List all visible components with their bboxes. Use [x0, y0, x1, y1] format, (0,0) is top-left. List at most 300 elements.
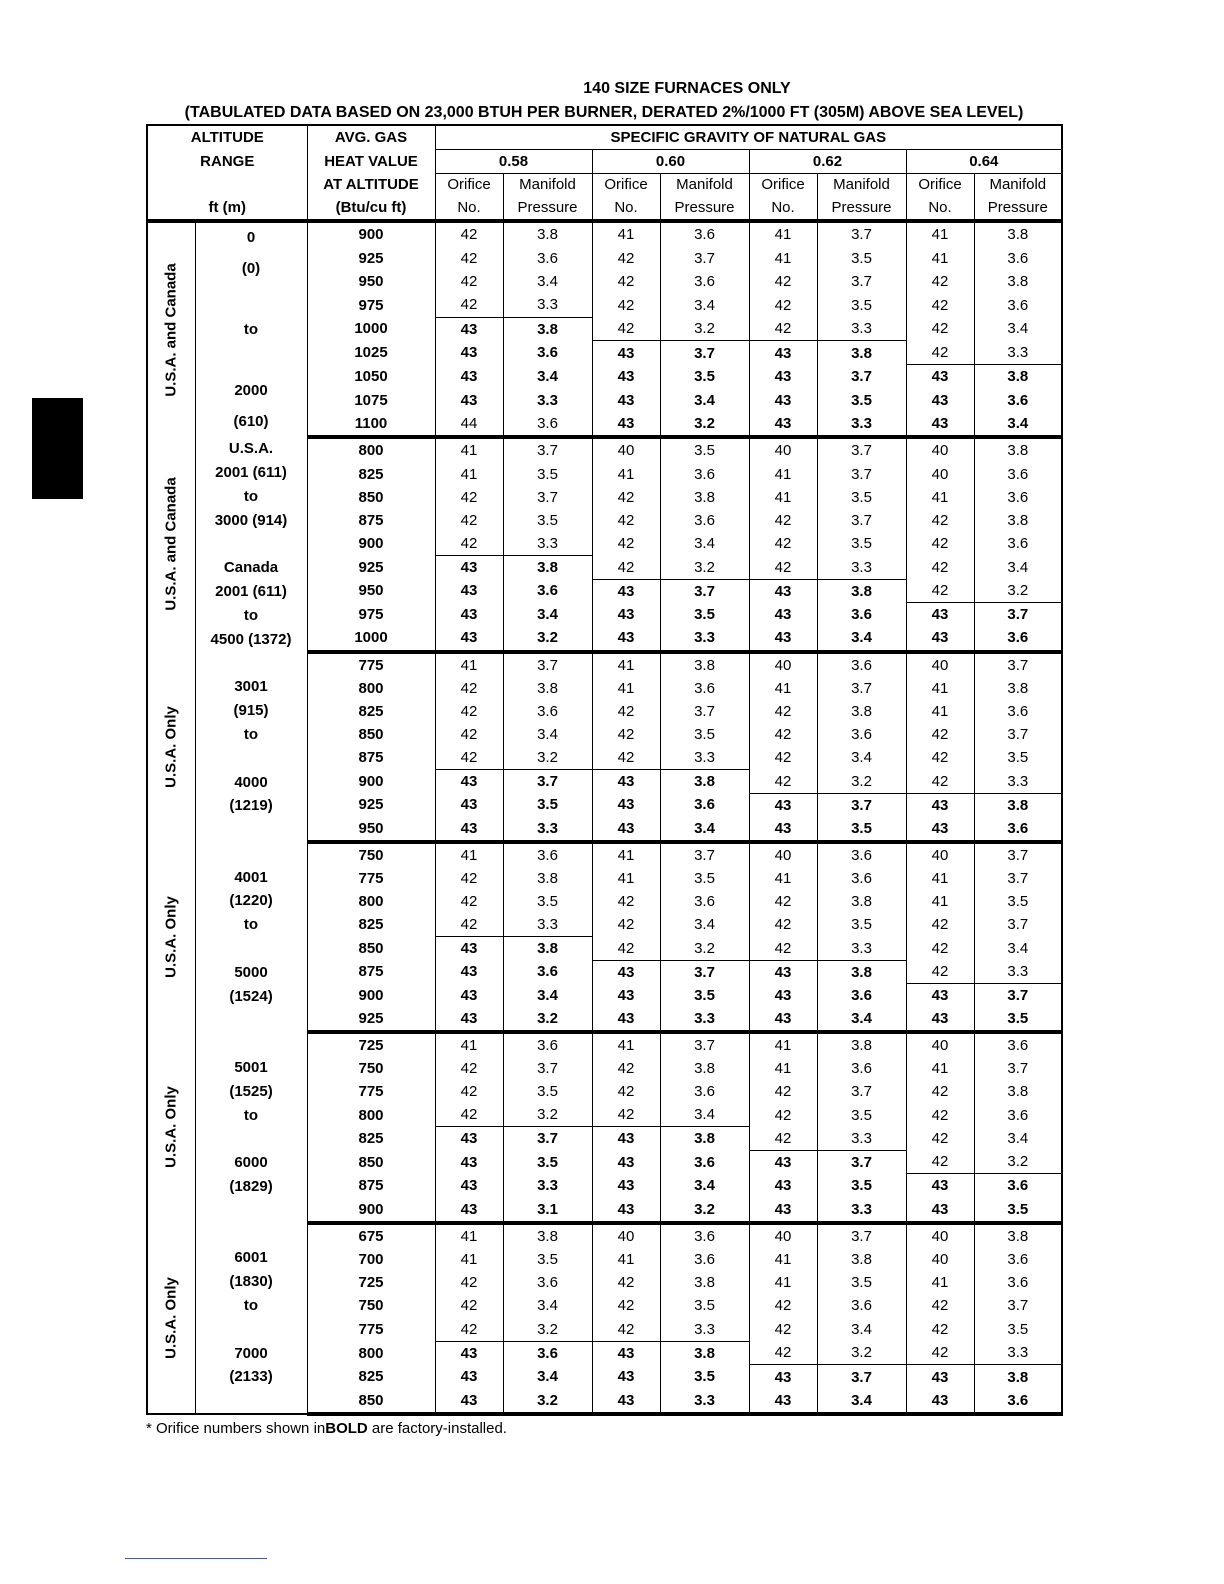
manifold-cell: 3.8: [503, 937, 592, 961]
manifold-cell: 3.6: [974, 486, 1062, 509]
region-label-text: U.S.A. and Canada: [162, 477, 180, 612]
manifold-cell: 3.7: [503, 486, 592, 509]
heat-value-cell: 875: [307, 960, 435, 984]
orifice-cell: 43: [906, 1389, 974, 1414]
manifold-cell: 3.3: [503, 913, 592, 937]
footnote-suffix: are factory-installed.: [367, 1420, 507, 1437]
orifice-cell: 43: [435, 1127, 503, 1151]
orifice-cell: 42: [749, 890, 817, 913]
orifice-cell: 40: [749, 1223, 817, 1248]
orifice-cell: 42: [906, 1150, 974, 1174]
orifice-cell: 42: [906, 937, 974, 961]
altitude-range-line: 3001: [234, 678, 268, 696]
orifice-cell: 43: [749, 817, 817, 842]
orifice-cell: 43: [435, 770, 503, 794]
altitude-range-line: 4000: [234, 773, 268, 791]
manifold-cell: 3.4: [974, 937, 1062, 961]
table-title: 140 SIZE FURNACES ONLY: [583, 80, 791, 97]
manifold-cell: 3.4: [503, 984, 592, 1008]
orifice-cell: 43: [435, 1198, 503, 1223]
orifice-cell: 42: [906, 1127, 974, 1151]
manifold-cell: 3.5: [817, 486, 906, 509]
manifold-cell: 3.5: [660, 603, 749, 627]
orifice-cell: 42: [435, 1294, 503, 1317]
orifice-cell: 43: [906, 984, 974, 1008]
manifold-cell: 3.2: [817, 1341, 906, 1365]
header-altitude-2: RANGE: [147, 149, 307, 173]
manifold-cell: 3.8: [974, 437, 1062, 462]
heat-value-cell: 775: [307, 867, 435, 890]
orifice-cell: 43: [435, 317, 503, 341]
altitude-range: [195, 842, 307, 1032]
orifice-cell: 41: [749, 1032, 817, 1057]
header-orifice-no: No.: [592, 196, 660, 221]
orifice-cell: 41: [749, 221, 817, 246]
orifice-cell: 43: [435, 626, 503, 651]
heat-value-cell: 875: [307, 509, 435, 532]
orifice-cell: 43: [906, 603, 974, 627]
manifold-cell: 3.2: [503, 1389, 592, 1414]
orifice-cell: 41: [749, 486, 817, 509]
orifice-cell: 42: [435, 1057, 503, 1080]
orifice-cell: 43: [749, 389, 817, 412]
orifice-cell: 43: [435, 341, 503, 365]
orifice-cell: 42: [592, 270, 660, 293]
manifold-cell: 3.8: [660, 1127, 749, 1151]
header-pressure: Pressure: [503, 196, 592, 221]
orifice-cell: 43: [749, 984, 817, 1008]
heat-value-cell: 750: [307, 1057, 435, 1080]
orifice-cell: 43: [749, 579, 817, 603]
region-label-text: U.S.A. Only: [162, 1276, 180, 1359]
heat-value-cell: 800: [307, 1341, 435, 1365]
manifold-cell: 3.3: [503, 293, 592, 317]
orifice-cell: 41: [906, 247, 974, 270]
orifice-cell: 43: [906, 793, 974, 817]
orifice-table: [146, 124, 1063, 1416]
orifice-cell: 43: [435, 984, 503, 1008]
orifice-cell: 42: [435, 486, 503, 509]
heat-value-cell: 825: [307, 700, 435, 723]
orifice-cell: 42: [592, 509, 660, 532]
heat-value-cell: 1025: [307, 341, 435, 365]
manifold-cell: 3.3: [974, 960, 1062, 984]
orifice-cell: 43: [749, 1174, 817, 1198]
orifice-cell: 43: [592, 770, 660, 794]
header-pressure: Pressure: [974, 196, 1062, 221]
orifice-cell: 43: [749, 626, 817, 651]
manifold-cell: 3.2: [817, 770, 906, 794]
manifold-cell: 3.5: [503, 509, 592, 532]
altitude-range-line: 7000: [234, 1344, 268, 1362]
orifice-cell: 42: [592, 700, 660, 723]
heat-value-cell: 950: [307, 579, 435, 603]
heat-value-cell: 725: [307, 1271, 435, 1294]
heat-value-cell: 925: [307, 793, 435, 817]
orifice-cell: 43: [592, 1174, 660, 1198]
manifold-cell: 3.6: [660, 221, 749, 246]
manifold-cell: 3.3: [660, 626, 749, 651]
manifold-cell: 3.7: [817, 1150, 906, 1174]
manifold-cell: 3.2: [503, 1007, 592, 1032]
manifold-cell: 3.5: [817, 1174, 906, 1198]
manifold-cell: 3.4: [817, 1318, 906, 1342]
orifice-cell: 43: [592, 603, 660, 627]
orifice-cell: 43: [592, 1127, 660, 1151]
orifice-cell: 42: [592, 723, 660, 746]
manifold-cell: 3.7: [974, 867, 1062, 890]
manifold-cell: 3.6: [660, 1150, 749, 1174]
manifold-cell: 3.6: [974, 1389, 1062, 1414]
heat-value-cell: 900: [307, 1198, 435, 1223]
manifold-cell: 3.7: [974, 1294, 1062, 1317]
orifice-cell: 41: [749, 867, 817, 890]
heat-value-cell: 825: [307, 462, 435, 485]
manifold-cell: 3.5: [817, 532, 906, 556]
orifice-cell: 42: [749, 913, 817, 937]
header-sg-1: 0.60: [592, 149, 749, 173]
manifold-cell: 3.6: [974, 1271, 1062, 1294]
manifold-cell: 3.6: [660, 509, 749, 532]
manifold-cell: 3.3: [817, 412, 906, 437]
orifice-cell: 42: [749, 1294, 817, 1317]
heat-value-cell: 1075: [307, 389, 435, 412]
manifold-cell: 3.6: [974, 1032, 1062, 1057]
orifice-cell: 42: [906, 913, 974, 937]
manifold-cell: 3.4: [660, 1174, 749, 1198]
manifold-cell: 3.8: [503, 677, 592, 700]
orifice-cell: 42: [592, 555, 660, 579]
manifold-cell: 3.4: [974, 555, 1062, 579]
altitude-range: [195, 221, 307, 437]
orifice-cell: 42: [906, 509, 974, 532]
manifold-cell: 3.4: [660, 817, 749, 842]
manifold-cell: 3.5: [817, 817, 906, 842]
footer-rule: [125, 1558, 267, 1559]
orifice-cell: 41: [749, 462, 817, 485]
manifold-cell: 3.8: [974, 1365, 1062, 1389]
orifice-cell: 42: [592, 532, 660, 556]
orifice-cell: 42: [749, 555, 817, 579]
orifice-cell: 42: [592, 890, 660, 913]
orifice-cell: 42: [435, 677, 503, 700]
heat-value-cell: 775: [307, 1318, 435, 1342]
header-orifice-no: No.: [435, 196, 503, 221]
manifold-cell: 3.8: [974, 270, 1062, 293]
manifold-cell: 3.6: [503, 412, 592, 437]
heat-value-cell: 800: [307, 890, 435, 913]
orifice-cell: 41: [435, 842, 503, 867]
header-heat-4: (Btu/cu ft): [307, 196, 435, 221]
heat-value-cell: 825: [307, 913, 435, 937]
header-altitude-unit: ft (m): [147, 196, 307, 221]
manifold-cell: 3.5: [974, 746, 1062, 770]
manifold-cell: 3.7: [817, 1223, 906, 1248]
orifice-cell: 43: [435, 817, 503, 842]
manifold-cell: 3.8: [817, 700, 906, 723]
header-pressure: Pressure: [660, 196, 749, 221]
footnote-bold: BOLD: [325, 1420, 368, 1437]
orifice-cell: 42: [592, 913, 660, 937]
manifold-cell: 3.3: [817, 555, 906, 579]
orifice-cell: 40: [749, 652, 817, 677]
manifold-cell: 3.5: [660, 984, 749, 1008]
heat-value-cell: 700: [307, 1248, 435, 1271]
orifice-cell: 44: [435, 412, 503, 437]
manifold-cell: 3.2: [503, 1318, 592, 1342]
orifice-cell: 42: [906, 317, 974, 341]
altitude-range-line: 4001: [234, 868, 268, 886]
orifice-cell: 41: [906, 700, 974, 723]
orifice-cell: 42: [749, 532, 817, 556]
orifice-cell: 43: [435, 579, 503, 603]
orifice-cell: 43: [592, 626, 660, 651]
manifold-cell: 3.6: [974, 293, 1062, 317]
orifice-cell: 42: [435, 270, 503, 293]
altitude-range-line: [196, 842, 307, 866]
heat-value-cell: 850: [307, 1150, 435, 1174]
manifold-cell: 3.4: [660, 1103, 749, 1127]
orifice-cell: 42: [906, 1294, 974, 1317]
header-pressure: Pressure: [817, 196, 906, 221]
heat-value-cell: 1100: [307, 412, 435, 437]
manifold-cell: 3.7: [817, 270, 906, 293]
heat-value-cell: 775: [307, 652, 435, 677]
heat-value-cell: 750: [307, 842, 435, 867]
manifold-cell: 3.2: [660, 412, 749, 437]
manifold-cell: 3.8: [817, 890, 906, 913]
heat-value-cell: 1000: [307, 317, 435, 341]
manifold-cell: 3.7: [817, 462, 906, 485]
orifice-cell: 43: [435, 1389, 503, 1414]
altitude-range-line: [196, 1032, 307, 1056]
orifice-cell: 43: [592, 960, 660, 984]
heat-value-cell: 850: [307, 486, 435, 509]
orifice-cell: 42: [435, 867, 503, 890]
altitude-range-line: to: [243, 916, 259, 934]
manifold-cell: 3.3: [817, 1198, 906, 1223]
altitude-range-line: 6001: [234, 1249, 268, 1267]
region-label: [147, 221, 195, 437]
manifold-cell: 3.4: [817, 746, 906, 770]
orifice-cell: 41: [749, 1271, 817, 1294]
manifold-cell: 3.5: [503, 462, 592, 485]
orifice-cell: 43: [592, 579, 660, 603]
region-label-text: U.S.A. Only: [162, 896, 180, 978]
manifold-cell: 3.5: [503, 1080, 592, 1103]
altitude-range-line: Canada: [223, 559, 279, 577]
manifold-cell: 3.3: [974, 1341, 1062, 1365]
altitude-range-line: to: [243, 1106, 259, 1124]
orifice-cell: 41: [592, 867, 660, 890]
orifice-cell: 41: [592, 677, 660, 700]
manifold-cell: 3.2: [660, 555, 749, 579]
orifice-cell: 41: [906, 1057, 974, 1080]
manifold-cell: 3.6: [974, 247, 1062, 270]
manifold-cell: 3.8: [817, 341, 906, 365]
orifice-cell: 43: [435, 1007, 503, 1032]
orifice-cell: 43: [435, 555, 503, 579]
orifice-cell: 43: [906, 1007, 974, 1032]
orifice-cell: 43: [592, 1389, 660, 1414]
manifold-cell: 3.7: [660, 1032, 749, 1057]
header-sg-2: 0.62: [749, 149, 906, 173]
manifold-cell: 3.7: [660, 842, 749, 867]
manifold-cell: 3.5: [660, 365, 749, 389]
header-altitude-1: ALTITUDE: [147, 125, 307, 149]
manifold-cell: 3.3: [660, 746, 749, 770]
orifice-cell: 41: [906, 221, 974, 246]
altitude-range-line: to: [243, 487, 259, 505]
manifold-cell: 3.8: [660, 1271, 749, 1294]
orifice-cell: 42: [749, 746, 817, 770]
manifold-cell: 3.5: [817, 389, 906, 412]
manifold-cell: 3.6: [974, 532, 1062, 556]
header-orifice-no: No.: [906, 196, 974, 221]
altitude-range-line: (1525): [229, 1082, 273, 1100]
orifice-cell: 42: [592, 1271, 660, 1294]
manifold-cell: 3.6: [660, 1223, 749, 1248]
orifice-cell: 43: [592, 1365, 660, 1389]
manifold-cell: 3.8: [974, 365, 1062, 389]
manifold-cell: 3.4: [817, 626, 906, 651]
altitude-range-line: to: [243, 606, 259, 624]
header-orifice-no: No.: [749, 196, 817, 221]
altitude-range-line: [196, 1223, 307, 1247]
table-row: [147, 652, 1062, 677]
manifold-cell: 3.6: [503, 842, 592, 867]
manifold-cell: 3.4: [660, 532, 749, 556]
manifold-cell: 3.7: [974, 723, 1062, 746]
orifice-cell: 42: [749, 937, 817, 961]
manifold-cell: 3.6: [503, 1341, 592, 1365]
orifice-cell: 40: [906, 1223, 974, 1248]
manifold-cell: 3.7: [660, 960, 749, 984]
altitude-range-line: (1830): [229, 1273, 273, 1291]
manifold-cell: 3.5: [817, 1271, 906, 1294]
altitude-range-line: 2001 (611): [215, 583, 287, 601]
footnote: [146, 1420, 507, 1437]
manifold-cell: 3.5: [503, 793, 592, 817]
orifice-cell: 41: [592, 842, 660, 867]
manifold-cell: 3.3: [974, 341, 1062, 365]
orifice-cell: 42: [592, 1103, 660, 1127]
orifice-cell: 42: [592, 293, 660, 317]
orifice-cell: 43: [592, 365, 660, 389]
manifold-cell: 3.8: [817, 1248, 906, 1271]
orifice-cell: 41: [592, 221, 660, 246]
orifice-cell: 40: [906, 842, 974, 867]
manifold-cell: 3.6: [660, 677, 749, 700]
orifice-cell: 43: [435, 1174, 503, 1198]
orifice-cell: 43: [906, 1198, 974, 1223]
orifice-cell: 43: [749, 365, 817, 389]
orifice-cell: 42: [749, 1341, 817, 1365]
orifice-cell: 41: [906, 677, 974, 700]
orifice-cell: 43: [749, 603, 817, 627]
manifold-cell: 3.8: [503, 317, 592, 341]
manifold-cell: 3.4: [974, 317, 1062, 341]
header-sg-3: 0.64: [906, 149, 1062, 173]
manifold-cell: 3.6: [660, 1248, 749, 1271]
orifice-cell: 43: [906, 365, 974, 389]
manifold-cell: 3.3: [503, 817, 592, 842]
manifold-cell: 3.6: [817, 652, 906, 677]
manifold-cell: 3.4: [817, 1389, 906, 1414]
orifice-cell: 41: [435, 652, 503, 677]
manifold-cell: 3.4: [503, 603, 592, 627]
manifold-cell: 3.6: [974, 1174, 1062, 1198]
manifold-cell: 3.5: [503, 1248, 592, 1271]
manifold-cell: 3.8: [817, 960, 906, 984]
region-label: [147, 1223, 195, 1414]
manifold-cell: 3.7: [817, 509, 906, 532]
orifice-cell: 43: [749, 1150, 817, 1174]
manifold-cell: 3.4: [660, 293, 749, 317]
manifold-cell: 3.5: [817, 247, 906, 270]
manifold-cell: 3.6: [817, 867, 906, 890]
orifice-cell: 42: [435, 723, 503, 746]
orifice-cell: 42: [435, 509, 503, 532]
manifold-cell: 3.6: [503, 960, 592, 984]
manifold-cell: 3.7: [974, 652, 1062, 677]
altitude-range-line: (2133): [229, 1368, 273, 1386]
manifold-cell: 3.8: [817, 1032, 906, 1057]
orifice-cell: 41: [435, 1032, 503, 1057]
altitude-range-line: 5000: [234, 963, 268, 981]
orifice-cell: 42: [749, 509, 817, 532]
altitude-range-line: [196, 1389, 307, 1413]
heat-value-cell: 800: [307, 677, 435, 700]
manifold-cell: 3.8: [660, 770, 749, 794]
heat-value-cell: 800: [307, 1103, 435, 1127]
orifice-cell: 41: [435, 1223, 503, 1248]
manifold-cell: 3.7: [817, 437, 906, 462]
orifice-cell: 43: [749, 341, 817, 365]
orifice-cell: 43: [435, 1365, 503, 1389]
manifold-cell: 3.1: [503, 1198, 592, 1223]
manifold-cell: 3.8: [974, 221, 1062, 246]
manifold-cell: 3.5: [660, 723, 749, 746]
heat-value-cell: 925: [307, 1007, 435, 1032]
orifice-cell: 43: [435, 603, 503, 627]
manifold-cell: 3.8: [817, 579, 906, 603]
heat-value-cell: 950: [307, 270, 435, 293]
orifice-cell: 42: [592, 746, 660, 770]
manifold-cell: 3.8: [974, 1080, 1062, 1103]
manifold-cell: 3.2: [503, 1103, 592, 1127]
heat-value-cell: 975: [307, 603, 435, 627]
orifice-cell: 42: [435, 221, 503, 246]
orifice-cell: 43: [906, 1174, 974, 1198]
manifold-cell: 3.6: [974, 700, 1062, 723]
header-heat-3: AT ALTITUDE: [307, 173, 435, 196]
orifice-cell: 40: [749, 842, 817, 867]
region-label: [147, 652, 195, 842]
orifice-cell: 43: [749, 960, 817, 984]
footnote-prefix: * Orifice numbers shown in: [146, 1420, 326, 1437]
heat-value-cell: 825: [307, 1127, 435, 1151]
manifold-cell: 3.6: [974, 1248, 1062, 1271]
manifold-cell: 3.5: [974, 890, 1062, 913]
orifice-cell: 43: [749, 793, 817, 817]
manifold-cell: 3.6: [817, 842, 906, 867]
orifice-cell: 43: [435, 960, 503, 984]
orifice-cell: 42: [592, 1080, 660, 1103]
heat-value-cell: 950: [307, 817, 435, 842]
altitude-range-line: [196, 652, 307, 676]
orifice-cell: 42: [435, 532, 503, 556]
